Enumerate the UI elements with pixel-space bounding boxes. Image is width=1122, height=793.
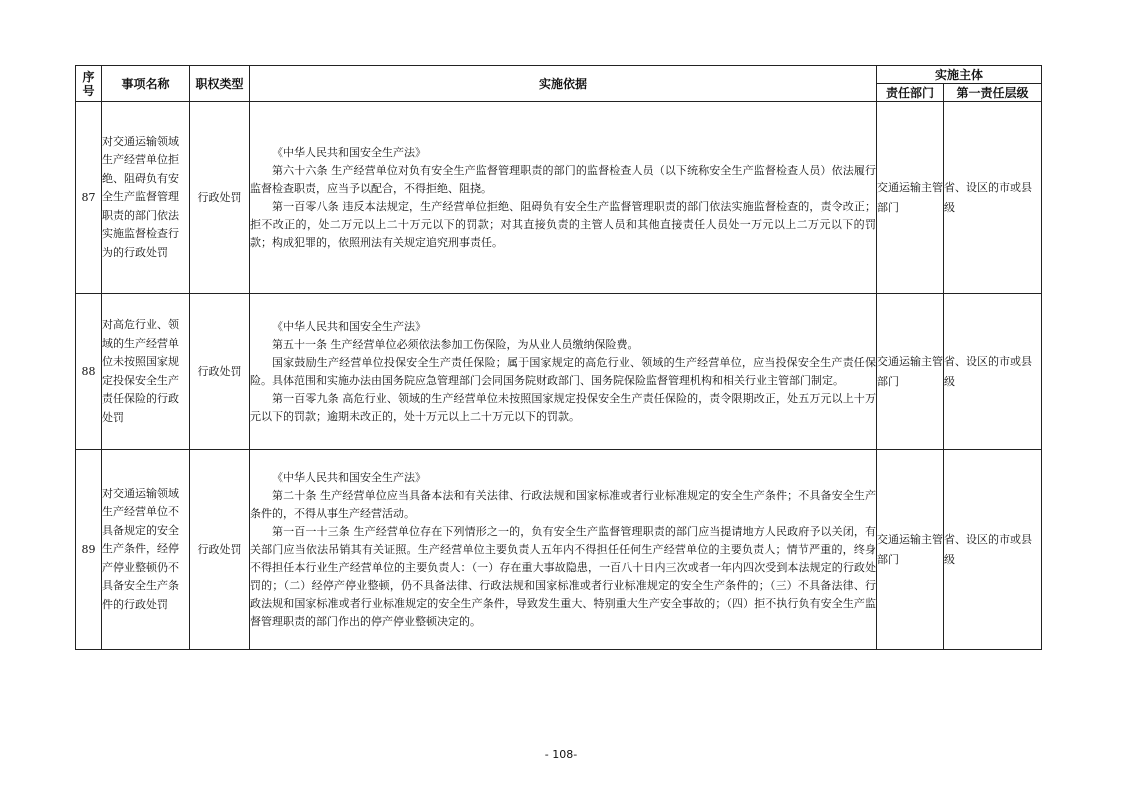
row-first-level: 省、设区的市或县级: [944, 294, 1042, 450]
table-row: [76, 294, 1042, 450]
row-item-name: 对交通运输领域生产经营单位不具备规定的安全生产条件，经停产停业整顿仍不具备安全生产条件的行政处罚: [102, 450, 190, 650]
page-number: - 108-: [544, 748, 578, 761]
row-authority-type: 行政处罚: [190, 294, 250, 450]
header-subject: 实施主体: [877, 66, 1042, 84]
basis-paragraph: 《中华人民共和国安全生产法》: [272, 470, 426, 484]
row-authority-type: 行政处罚: [190, 450, 250, 650]
row-seq: 87: [76, 102, 102, 294]
header-dept: 责任部门: [877, 84, 944, 102]
row-responsible-dept: 交通运输主管部门: [877, 102, 944, 294]
row-item-name: 对交通运输领域生产经营单位拒绝、阻碍负有安全生产监督管理职责的部门依法实施监督检查行为的行政处罚: [102, 102, 190, 294]
row-authority-type: 行政处罚: [190, 102, 250, 294]
basis-paragraph: 第五十一条 生产经营单位必须依法参加工伤保险，为从业人员缴纳保险费。: [272, 337, 639, 351]
table-row: [76, 450, 1042, 650]
row-basis: [250, 294, 877, 450]
header-level: 第一责任层级: [944, 84, 1042, 102]
row-seq: 88: [76, 294, 102, 450]
row-responsible-dept: 交通运输主管部门: [877, 450, 944, 650]
table-row: [76, 102, 1042, 294]
basis-paragraph: 第六十六条 生产经营单位对负有安全生产监督管理职责的部门的监督检查人员（以下统称安全生产监督检查人员）依法履行监督检查职责，应当予以配合，不得拒绝、阻挠。: [250, 163, 876, 195]
basis-paragraph: 第一百零九条 高危行业、领域的生产经营单位未按照国家规定投保安全生产责任保险的，责令限期改正，处五万元以上十万元以下的罚款；逾期未改正的，处十万元以上二十万元以下的罚款。: [250, 391, 876, 423]
row-responsible-dept: 交通运输主管部门: [877, 294, 944, 450]
row-item-name: 对高危行业、领域的生产经营单位未按照国家规定投保安全生产责任保险的行政处罚: [102, 294, 190, 450]
basis-paragraph: 《中华人民共和国安全生产法》: [272, 319, 426, 333]
header-seq: [76, 66, 102, 102]
authority-table: [75, 65, 1042, 650]
basis-paragraph: 《中华人民共和国安全生产法》: [272, 145, 426, 159]
row-basis: [250, 102, 877, 294]
basis-paragraph: 国家鼓励生产经营单位投保安全生产责任保险；属于国家规定的高危行业、领域的生产经营单位，应当投保安全生产责任保险。具体范围和实施办法由国务院应急管理部门会同国务院财政部门、国务院保险监督管理机构和相关行业主管部门制定。: [250, 355, 876, 387]
header-seq-label: 序号: [82, 69, 95, 98]
row-basis: [250, 450, 877, 650]
row-first-level: 省、设区的市或县级: [944, 102, 1042, 294]
header-name: 事项名称: [102, 66, 190, 102]
header-type: 职权类型: [190, 66, 250, 102]
header-basis: 实施依据: [250, 66, 877, 102]
row-seq: 89: [76, 450, 102, 650]
basis-paragraph: 第一百一十三条 生产经营单位存在下列情形之一的，负有安全生产监督管理职责的部门应当提请地方人民政府予以关闭，有关部门应当依法吊销其有关证照。生产经营单位主要负责人五年内不得担任任何生产经营单位的主要负责人；情节严重的，终身不得担任本行业生产经营单位的主要负责人：（一）存在重大事故隐患，一百八十日内三次或者一年内四次受到本法规定的行政处罚的；（二）经停产停业整顿，仍不具备法律、行政法规和国家标准或者行业标准规定的安全生产条件的；（三）不具备法律、行政法规和国家标准或者行业标准规定的安全生产条件，导致发生重大、特别重大生产安全事故的；（四）拒不执行负有安全生产监督管理职责的部门作出的停产停业整顿决定的。: [250, 524, 876, 628]
basis-paragraph: 第一百零八条 违反本法规定，生产经营单位拒绝、阻碍负有安全生产监督管理职责的部门依法实施监督检查的，责令改正；拒不改正的，处二万元以上二十万元以下的罚款；对其直接负责的主管人员和其他直接责任人员处一万元以上二万元以下的罚款；构成犯罪的，依照刑法有关规定追究刑事责任。: [250, 199, 876, 249]
row-first-level: 省、设区的市或县级: [944, 450, 1042, 650]
basis-paragraph: 第二十条 生产经营单位应当具备本法和有关法律、行政法规和国家标准或者行业标准规定的安全生产条件；不具备安全生产条件的，不得从事生产经营活动。: [250, 488, 876, 520]
